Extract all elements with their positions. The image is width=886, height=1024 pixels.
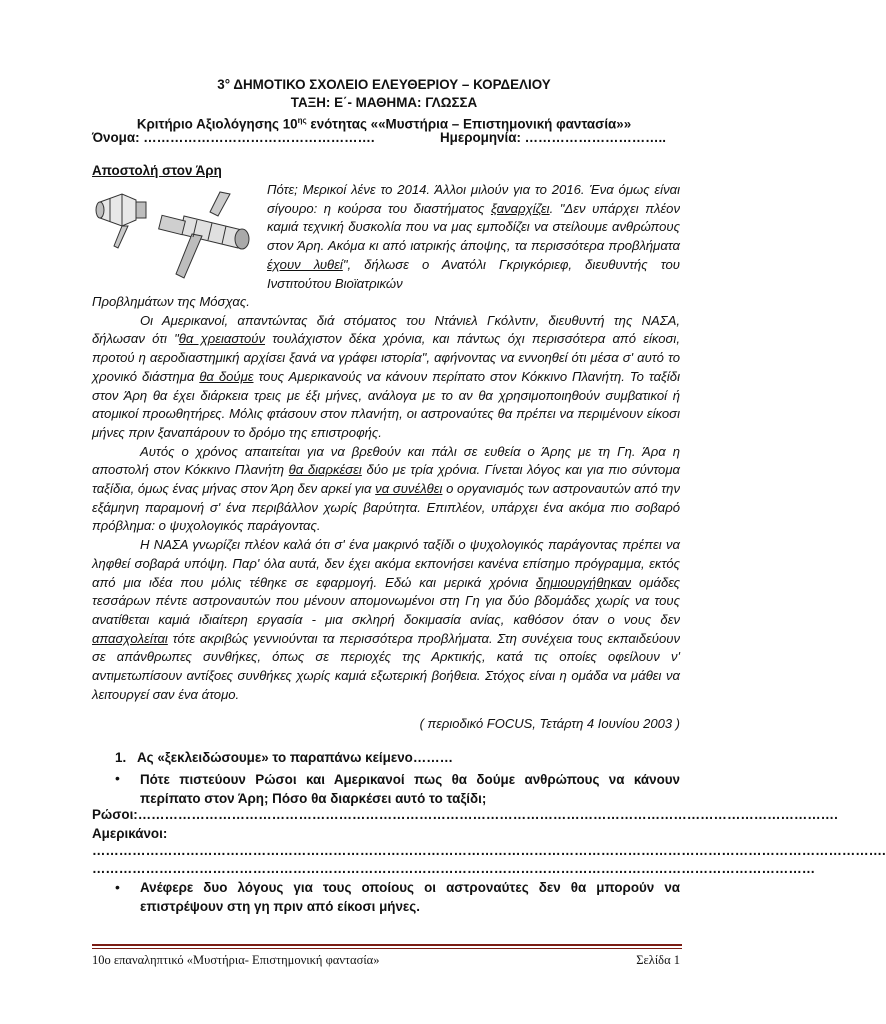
question-1-title: Ας «ξεκλειδώσουμε» το παραπάνω κείμενο……… <box>137 750 453 765</box>
p1-tail: Προβλημάτων της Μόσχας. <box>92 294 250 309</box>
answer-line-2[interactable]: ……………………………………………………………………………………………………………………………………………… <box>92 861 816 876</box>
p1-text-a: Πότε; Μερικοί λένε το 2014. Άλλοι μιλούν για το 2016. Ένα όμως είναι σίγουρο: η κούρσα του διαστήματος <box>267 182 680 216</box>
p1-underlined-2: έχουν λυθεί <box>267 256 343 272</box>
question-bullet-2: Ανέφερε δυο λόγους για τους οποίους οι αστροναύτες δεν θα μπορούν να επιστρέψουν στη γη πριν από είκοσι μήνες. <box>140 880 680 914</box>
paragraph-1-text <box>267 181 680 293</box>
p4-text-b: ομάδες τεσσάρων πέντε αστροναυτών που μένουν απομονωμένοι στη Γη για δύο βδομάδες χωρίς να τους ανατίθεται καμιά ιδιαίτερη εργασία - μια σκληρή δοκιμασία ανίας, καθόσον όταν ο νους δεν <box>92 574 680 627</box>
class-subject: ΤΑΞΗ: Ε΄- ΜΑΘΗΜΑ: ΓΛΩΣΣΑ <box>290 95 478 110</box>
paragraph-1 <box>267 181 680 293</box>
bullet-2-icon: • <box>115 879 120 895</box>
footer-rule-thick <box>92 944 682 946</box>
p4-underlined-2: απασχολείται <box>92 630 168 646</box>
footer-title: 10ο επαναληπτικό «Μυστήρια- Επιστημονική φαντασία» <box>92 953 380 967</box>
p2-underlined-1: θα χρειαστούν <box>178 331 265 347</box>
criterion-pre: Κριτήριο Αξιολόγησης 10 <box>136 116 298 132</box>
p4-underlined-1: δημιουργήθηκαν <box>535 574 632 590</box>
question-bullet-1: Πότε πιστεύουν Ρώσοι και Αμερικανοί πως θα δούμε ανθρώπους να κάνουν περίπατο στον Άρη; Πόσο θα διαρκέσει αυτό το ταξίδι; <box>140 772 680 806</box>
spacecraft-illustration <box>92 182 268 284</box>
name-date-row <box>92 130 680 145</box>
paragraph-4 <box>92 536 680 704</box>
p4-text-c: τότε ακριβώς γεννιούνται τα περισσότερα προβλήματα. Στη συνέχεια τους εκπαιδεύουν σε απάνθρωπες συνθήκες, όπως σε περιοχές της Αρκτικής, κατά τις οποίες οφείλουν ν' αντιμετωπίσουν αντίξοες συνθήκες χωρίς καμιά εξωτερική βοήθεια. Στόχος είναι η ομάδα να μάθει να λειτουργεί σαν ένα άτομο. <box>92 630 680 702</box>
school-name: 3° ΔΗΜΟΤΙΚΟ ΣΧΟΛΕΙΟ ΕΛΕΥΘΕΡΙΟΥ – ΚΟΡΔΕΛΙΟΥ <box>217 77 551 92</box>
p1-text-c: ", δήλωσε ο Ανατόλι Γκριγκόριεφ, διευθυντής του Ινστιτούτου Βιοϊατρικών <box>267 256 680 291</box>
page-number: Σελίδα 1 <box>636 953 680 967</box>
p4-text-a: Η ΝΑΣΑ γνωρίζει πλέον καλά ότι σ' ένα μακρινό ταξίδι ο ψυχολογικός παράγοντας πρέπει να ληφθεί σοβαρά υπόψη. Παρ' όλα αυτά, δεν έχει ακόμα εκπονήσει κανένα επίσημο πρόγραμμα, εκτός από μια ιδέα που μόλις τέθηκε σε εφαρμογή. Εδώ και μερικά χρόνια <box>92 537 680 590</box>
article-body <box>92 293 680 704</box>
article-heading: Αποστολή στον Άρη <box>92 163 222 178</box>
p2-text-a: Οι Αμερικανοί, απαντώντας διά στόματος του Ντάνιελ Γκόλντιν, διευθυντή της ΝΑΣΑ, δήλωσαν ότι " <box>92 312 680 347</box>
bullet-1-icon: • <box>115 770 120 786</box>
criterion-sup: ης <box>297 116 307 125</box>
date-field[interactable]: Ημερομηνία: ………………………….. <box>440 130 666 145</box>
p2-underlined-2: θα δούμε <box>199 368 254 384</box>
article-source: ( περιοδικό FOCUS, Τετάρτη 4 Ιουνίου 2003 ) <box>419 716 680 731</box>
p1-underlined-1: ξαναρχίζει <box>490 200 550 216</box>
p3-underlined-2: να συνέλθει <box>375 481 443 497</box>
p2-text-c: τους Αμερικανούς να κάνουν περίπατο στον Κόκκινο Πλανήτη. Το ταξίδι στον Άρη θα έχει διάρκεια τρεις με έξι μήνες, ανάλογα με το αν θα χρησιμοποιηθούν συμβατικοί ή ατομικοί προωθητήρες. Μόλις φτάσουν στον πλανήτη, οι αστροναύτες θα πρέπει να περιμένουν είκοσι μήνες πριν ξαναπάρουν το δρόμο της επιστροφής. <box>92 368 680 440</box>
name-field[interactable]: Όνομα: ……………………………………………. <box>92 130 375 145</box>
answer-russians[interactable]: Ρώσοι:…………………………………………………………………………………………………………………………………………. <box>92 807 838 822</box>
p1-text-b: . "Δεν υπάρχει πλέον καμιά τεχνική δυσκολία που να μας εμποδίζει να στείλουμε ανθρώπους στον Άρη. Ακόμα κι από ιατρικής άποψης, τα περισσότερα προβλήματα <box>267 200 680 254</box>
footer-rule-thin <box>92 948 682 949</box>
criterion-post: ενότητας ««Μυστήρια – Επιστημονική φαντασία»» <box>306 116 632 132</box>
answer-line-1[interactable]: ……………………………………………………………………………………………………………………………………………………………. <box>92 843 886 858</box>
p3-text-a: Αυτός ο χρόνος απαιτείται για να βρεθούν και πάλι σε ευθεία ο Άρης με τη Γη. Άρα η αποστολή στον Κόκκινο Πλανήτη <box>92 443 680 478</box>
p2-text-b: τουλάχιστον δέκα χρόνια, και πάντως όχι περισσότερα από είκοσι, προτού η αεροδιαστημική αρχίσει ξανά να γράφει ιστορία", αφήνοντας να εννοηθεί ότι μέσα σ' αυτό το χρονικό διάστημα <box>92 331 680 384</box>
paragraph-2 <box>92 312 680 443</box>
p3-underlined-1: θα διαρκέσει <box>288 462 362 478</box>
p3-text-b: δύο με τρία χρόνια. Γίνεται λόγος και για πιο σύντομα ταξίδια, όμως ένας μήνας στον Άρη δεν αρκεί για <box>92 462 680 497</box>
p3-text-c: ο οργανισμός των αστροναυτών από την εξάμηνη παραμονή σ' ένα περιβάλλον χωρίς βαρύτητα. Επιπλέον, υπάρχει ένα ακόμα πιο σοβαρό πρόβλημα: ο ψυχολογικός παράγοντας. <box>92 481 680 534</box>
answer-americans-label: Αμερικάνοι: <box>92 826 168 841</box>
question-1-number: 1. <box>115 750 127 765</box>
paragraph-3 <box>92 443 680 537</box>
